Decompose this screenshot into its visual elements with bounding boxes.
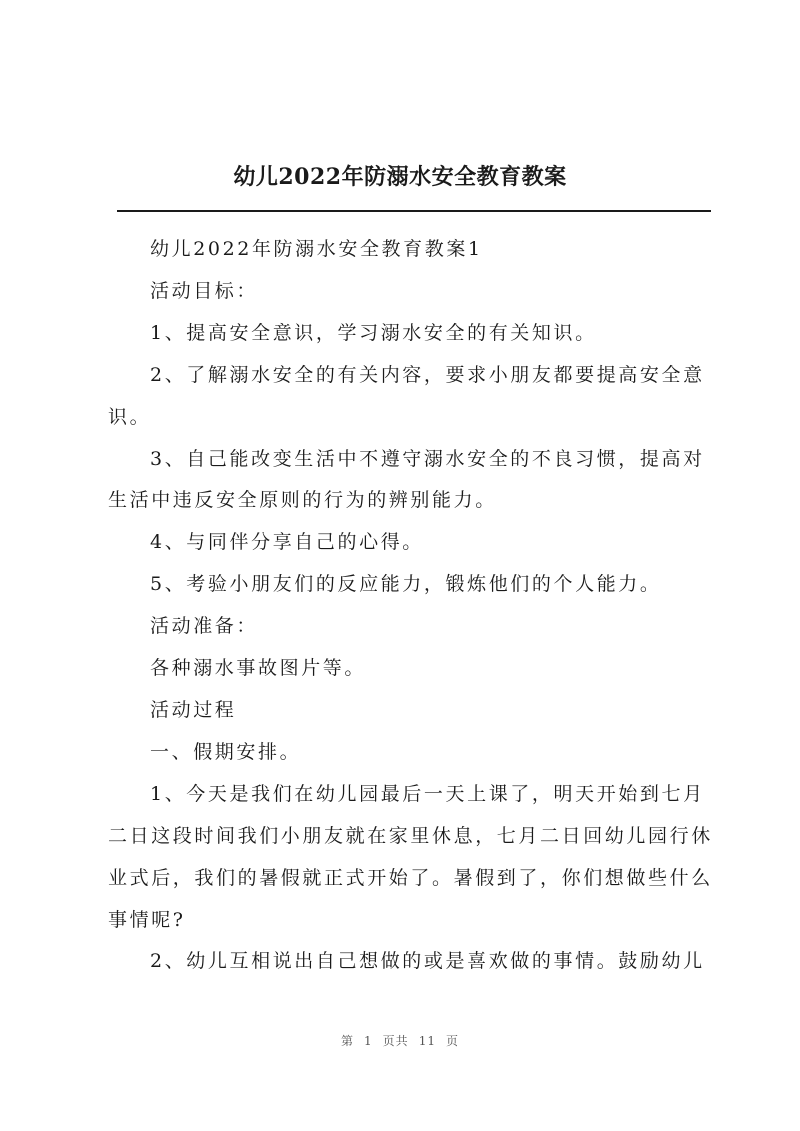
paragraph-line: 活动准备：	[150, 615, 259, 638]
paragraph-line: 幼儿2022年防溺水安全教育教案1	[150, 238, 483, 260]
paragraph-line: 活动过程	[150, 698, 237, 721]
paragraph-line: 4、与同伴分享自己的心得。	[150, 531, 424, 554]
paragraph-line: 各种溺水事故图片等。	[150, 657, 367, 680]
document-body	[108, 229, 712, 983]
paragraph-line: 业式后，我们的暑假就正式开始了。暑假到了，你们想做些什么	[108, 866, 713, 889]
paragraph-line: 一、假期安排。	[150, 740, 302, 763]
footer-page-number: 1	[364, 1034, 373, 1048]
paragraph-line: 1、提高安全意识，学习溺水安全的有关知识。	[150, 321, 597, 344]
footer-total-pages: 11	[418, 1034, 436, 1048]
paragraph-line: 2、了解溺水安全的有关内容，要求小朋友都要提高安全意	[150, 363, 705, 386]
footer-suffix: 页	[445, 1034, 459, 1048]
paragraph-line: 二日这段时间我们小朋友就在家里休息，七月二日回幼儿园行休	[108, 824, 713, 847]
document-title: 幼儿2022年防溺水安全教育教案	[233, 164, 567, 190]
footer-prefix: 第	[341, 1034, 355, 1048]
title-divider	[117, 210, 711, 212]
paragraph-line: 3、自己能改变生活中不遵守溺水安全的不良习惯，提高对	[150, 447, 705, 470]
page-footer	[0, 1032, 800, 1049]
paragraph-line: 2、幼儿互相说出自己想做的或是喜欢做的事情。鼓励幼儿	[150, 950, 705, 973]
paragraph-line: 活动目标：	[150, 279, 259, 302]
paragraph-line: 生活中违反安全原则的行为的辨别能力。	[108, 489, 497, 512]
paragraph-line: 事情呢?	[108, 908, 186, 931]
paragraph-line: 识。	[108, 405, 152, 428]
paragraph-line: 5、考验小朋友们的反应能力，锻炼他们的个人能力。	[150, 573, 662, 596]
footer-middle: 页共	[382, 1034, 409, 1048]
paragraph-line: 1、今天是我们在幼儿园最后一天上课了，明天开始到七月	[150, 782, 705, 805]
